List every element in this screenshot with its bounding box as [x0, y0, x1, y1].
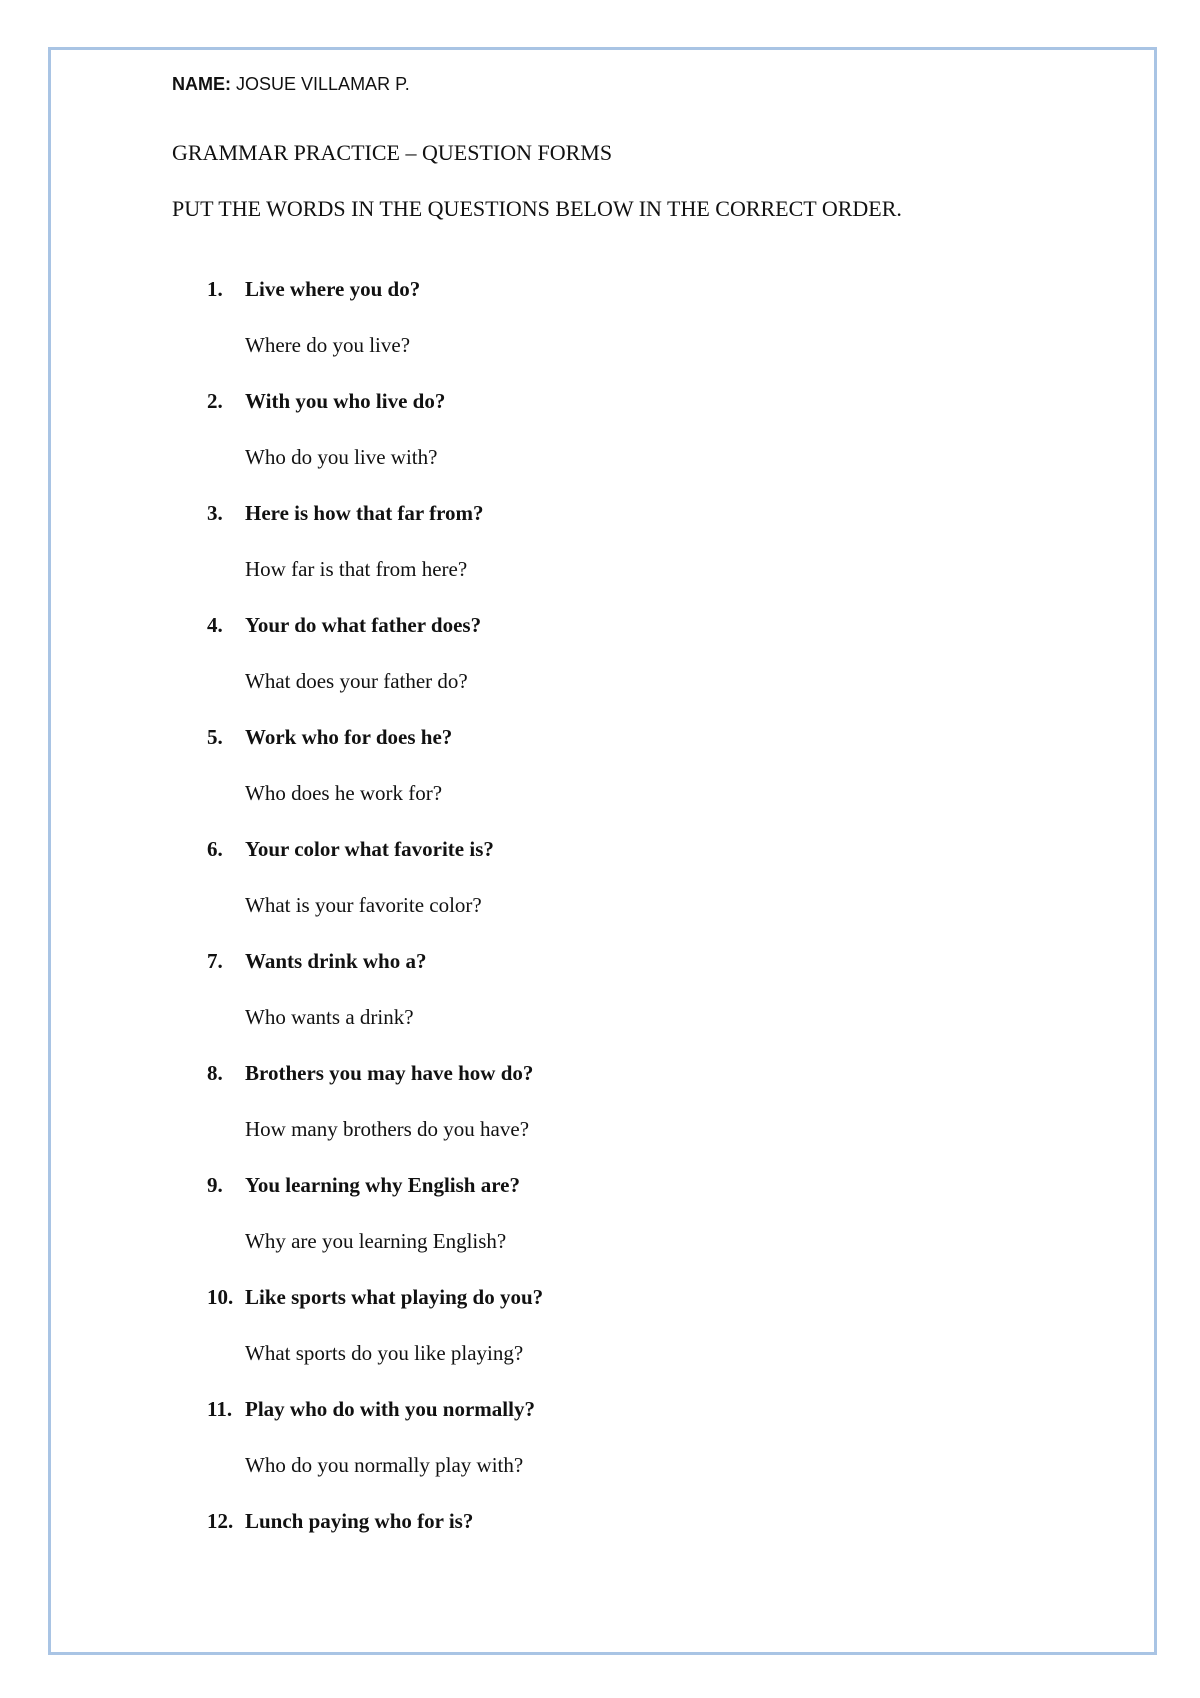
question-number: 8.	[207, 1061, 223, 1085]
question-prompt-row	[172, 947, 1072, 975]
question-prompt: Play who do with you normally?	[245, 1397, 535, 1421]
question-list	[172, 275, 1072, 1535]
student-name-line	[172, 72, 1072, 96]
question-number: 1.	[207, 277, 223, 301]
question-answer: Who does he work for?	[245, 781, 443, 805]
question-answer: Where do you live?	[245, 333, 411, 357]
question-number: 4.	[207, 613, 223, 637]
question-prompt-row	[172, 835, 1072, 863]
question-prompt-row	[172, 611, 1072, 639]
question-prompt: Work who for does he?	[245, 725, 453, 749]
question-answer: What does your father do?	[245, 669, 468, 693]
question-prompt: With you who live do?	[245, 389, 446, 413]
question-item	[172, 499, 1072, 583]
worksheet-title: GRAMMAR PRACTICE – QUESTION FORMS	[172, 140, 613, 165]
document-body	[172, 72, 1072, 1563]
question-item	[172, 947, 1072, 1031]
question-number: 9.	[207, 1173, 223, 1197]
question-number: 10.	[207, 1285, 234, 1309]
question-item	[172, 1507, 1072, 1535]
worksheet-instruction: PUT THE WORDS IN THE QUESTIONS BELOW IN THE CORRECT ORDER.	[172, 196, 902, 221]
question-number: 3.	[207, 501, 223, 525]
question-prompt-row	[172, 1059, 1072, 1087]
question-number: 2.	[207, 389, 223, 413]
question-prompt: Lunch paying who for is?	[245, 1509, 474, 1533]
question-answer: How many brothers do you have?	[245, 1117, 530, 1141]
question-prompt-row	[172, 275, 1072, 303]
question-number: 7.	[207, 949, 223, 973]
question-number: 11.	[207, 1397, 233, 1421]
question-answer: Why are you learning English?	[245, 1229, 507, 1253]
question-item	[172, 723, 1072, 807]
question-item	[172, 1283, 1072, 1367]
question-item	[172, 835, 1072, 919]
question-prompt-row	[172, 1395, 1072, 1423]
name-label: NAME:	[172, 74, 231, 94]
question-prompt: Brothers you may have how do?	[245, 1061, 534, 1085]
question-prompt-row	[172, 1171, 1072, 1199]
question-prompt: Your color what favorite is?	[245, 837, 494, 861]
question-prompt: Live where you do?	[245, 277, 421, 301]
question-answer: What sports do you like playing?	[245, 1341, 524, 1365]
question-number: 5.	[207, 725, 223, 749]
question-prompt: Here is how that far from?	[245, 501, 484, 525]
question-item	[172, 275, 1072, 359]
question-prompt-row	[172, 499, 1072, 527]
question-prompt: Your do what father does?	[245, 613, 482, 637]
question-answer: How far is that from here?	[245, 557, 468, 581]
question-item	[172, 387, 1072, 471]
question-prompt-row	[172, 723, 1072, 751]
question-number: 6.	[207, 837, 223, 861]
question-answer: Who wants a drink?	[245, 1005, 414, 1029]
question-answer: What is your favorite color?	[245, 893, 482, 917]
question-prompt: Like sports what playing do you?	[245, 1285, 544, 1309]
question-answer: Who do you normally play with?	[245, 1453, 524, 1477]
student-name: JOSUE VILLAMAR P.	[236, 74, 410, 94]
question-number: 12.	[207, 1509, 234, 1533]
question-item	[172, 1059, 1072, 1143]
question-item	[172, 1395, 1072, 1479]
question-item	[172, 1171, 1072, 1255]
question-prompt: Wants drink who a?	[245, 949, 427, 973]
question-item	[172, 611, 1072, 695]
question-prompt: You learning why English are?	[245, 1173, 520, 1197]
question-prompt-row	[172, 1507, 1072, 1535]
question-answer: Who do you live with?	[245, 445, 438, 469]
question-prompt-row	[172, 1283, 1072, 1311]
question-prompt-row	[172, 387, 1072, 415]
